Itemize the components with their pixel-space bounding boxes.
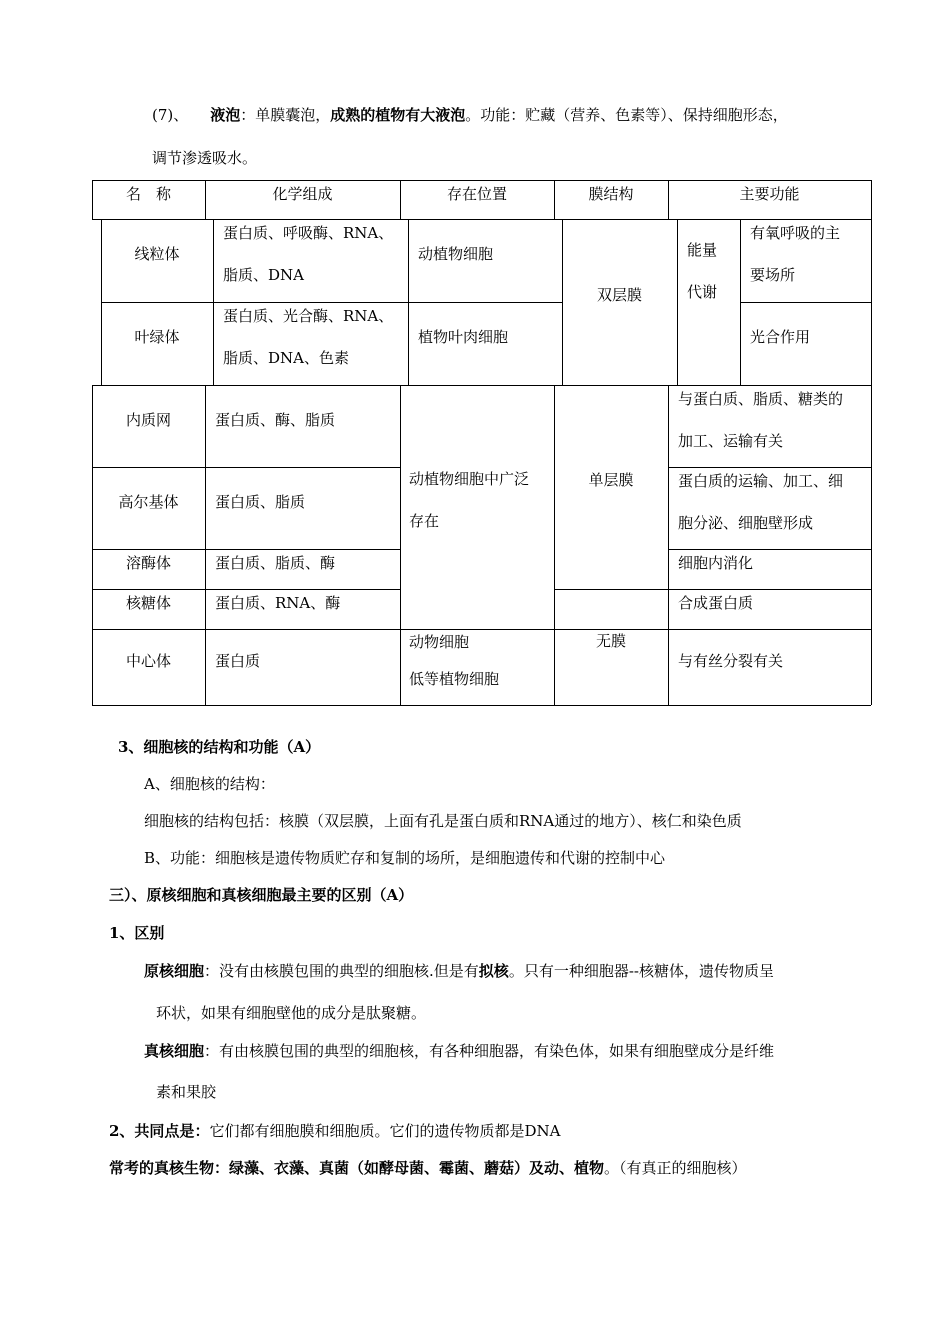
centro-comp: 蛋白质: [215, 652, 261, 670]
chloro-comp-2: 脂质、DNA、色素: [223, 349, 349, 367]
lyso-name: 溶酶体: [125, 554, 171, 572]
header-name: 名 称: [125, 185, 171, 203]
energy-label-2: 代谢: [687, 283, 718, 301]
header-membrane: 膜结构: [588, 185, 634, 203]
chloro-name: 叶绿体: [134, 328, 180, 346]
nucleoid-term: 拟核: [478, 962, 509, 980]
er-comp: 蛋白质、酶、脂质: [215, 411, 336, 429]
vacuole-bold-note: 成熟的植物有大液泡: [330, 106, 466, 124]
vacuole-text-1: ：单膜囊泡，: [240, 106, 331, 124]
chloro-location: 植物叶肉细胞: [418, 328, 509, 346]
prokaryote-text-2: 。只有一种细胞器--核糖体，遗传物质呈: [508, 962, 774, 980]
shared-location-2: 存在: [409, 512, 440, 530]
mito-func-1: 有氧呼吸的主: [750, 224, 841, 242]
mito-name: 线粒体: [134, 245, 180, 263]
eukaryote-paragraph: [144, 1040, 774, 1061]
vacuole-line-2: 调节渗透吸水。: [152, 149, 258, 167]
eukaryote-text-1: ：有由核膜包围的典型的细胞核，有各种细胞器，有染色体，如果有细胞壁成分是纤维: [204, 1042, 775, 1060]
golgi-name: 高尔基体: [118, 493, 179, 511]
prokaryote-text-1: ：没有由核膜包围的典型的细胞核.但是有: [204, 962, 479, 980]
golgi-func-2: 胞分泌、细胞壁形成: [678, 514, 814, 532]
vacuole-paragraph: [152, 104, 788, 125]
common-eukaryotes-note: 。（有真正的细胞核）: [604, 1159, 747, 1177]
er-func-2: 加工、运输有关: [678, 432, 784, 450]
no-membrane: 无膜: [595, 632, 626, 650]
centro-location-1: 动物细胞: [409, 633, 470, 651]
energy-label-1: 能量: [687, 241, 718, 259]
centro-location-2: 低等植物细胞: [409, 670, 500, 688]
vacuole-term: 液泡: [210, 106, 241, 124]
single-membrane: 单层膜: [588, 471, 634, 489]
golgi-func-1: 蛋白质的运输、加工、细: [678, 472, 844, 490]
lyso-function: 细胞内消化: [678, 554, 754, 572]
centro-function: 与有丝分裂有关: [678, 652, 784, 670]
shared-location-1: 动植物细胞中广泛: [409, 470, 530, 488]
golgi-comp: 蛋白质、脂质: [215, 493, 306, 511]
common-points-label: 2、共同点是：: [109, 1122, 210, 1140]
nucleus-heading: 3、细胞核的结构和功能（A）: [118, 738, 321, 756]
prokaryote-line-2: 环状，如果有细胞壁他的成分是肽聚糖。: [156, 1004, 427, 1022]
er-name: 内质网: [125, 411, 171, 429]
common-points-text: 它们都有细胞膜和细胞质。它们的遗传物质都是DNA: [209, 1122, 561, 1140]
ribo-comp: 蛋白质、RNA、酶: [215, 594, 341, 612]
difference-heading: 1、区别: [109, 924, 165, 942]
header-function: 主要功能: [739, 185, 800, 203]
mito-func-2: 要场所: [750, 266, 796, 284]
item-number: (7)、: [152, 106, 189, 124]
chloro-comp-1: 蛋白质、光合酶、RNA、: [223, 307, 394, 325]
mito-location: 动植物细胞: [418, 245, 494, 263]
mito-comp-2: 脂质、DNA: [223, 266, 304, 284]
centro-name: 中心体: [125, 652, 171, 670]
header-composition: 化学组成: [272, 185, 333, 203]
common-points: [109, 1120, 560, 1141]
eukaryote-line-2: 素和果胶: [156, 1083, 217, 1101]
nucleus-structure-label: A、细胞核的结构：: [144, 775, 275, 793]
nucleus-structure-desc: 细胞核的结构包括：核膜（双层膜，上面有孔是蛋白质和RNA通过的地方）、核仁和染色质: [144, 812, 742, 830]
double-membrane: 双层膜: [596, 286, 642, 304]
ribo-function: 合成蛋白质: [678, 594, 754, 612]
mito-comp-1: 蛋白质、呼吸酶、RNA、: [223, 224, 394, 242]
lyso-comp: 蛋白质、脂质、酶: [215, 554, 336, 572]
vacuole-text-2: 。功能：贮藏（营养、色素等）、保持细胞形态，: [465, 106, 788, 124]
ribo-name: 核糖体: [125, 594, 171, 612]
section3-heading: 三）、原核细胞和真核细胞最主要的区别（A）: [109, 886, 414, 904]
nucleus-function: B、功能：细胞核是遗传物质贮存和复制的场所，是细胞遗传和代谢的控制中心: [144, 849, 666, 867]
common-eukaryotes: [109, 1157, 747, 1178]
common-eukaryotes-list: 常考的真核生物：绿藻、衣藻、真菌（如酵母菌、霉菌、蘑菇）及动、植物: [109, 1159, 605, 1177]
chloro-function: 光合作用: [750, 328, 811, 346]
prokaryote-label: 原核细胞: [144, 962, 205, 980]
prokaryote-paragraph: [144, 960, 774, 981]
header-location: 存在位置: [446, 185, 507, 203]
eukaryote-label: 真核细胞: [144, 1042, 205, 1060]
er-func-1: 与蛋白质、脂质、糖类的: [678, 390, 844, 408]
